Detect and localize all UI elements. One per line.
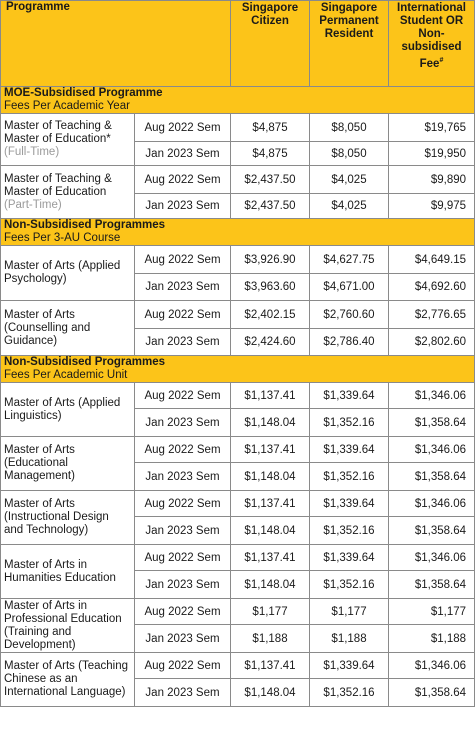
citizen-fee-cell: $1,148.04 [231, 571, 310, 599]
semester-cell: Aug 2022 Sem [135, 166, 231, 194]
citizen-fee-cell: $1,148.04 [231, 409, 310, 437]
citizen-fee-cell: $1,148.04 [231, 517, 310, 545]
section-header [1, 87, 475, 114]
semester-cell: Aug 2022 Sem [135, 301, 231, 329]
international-fee-cell: $1,346.06 [389, 653, 475, 679]
pr-fee-cell: $1,177 [310, 599, 389, 625]
pr-fee-cell: $4,025 [310, 166, 389, 194]
semester-cell: Jan 2023 Sem [135, 142, 231, 166]
semester-cell: Jan 2023 Sem [135, 463, 231, 491]
table-row [1, 383, 475, 409]
header-row [1, 1, 475, 87]
semester-cell: Jan 2023 Sem [135, 329, 231, 356]
section-header-row [1, 87, 475, 114]
pr-fee-cell: $1,352.16 [310, 463, 389, 491]
international-fee-cell: $1,346.06 [389, 545, 475, 571]
international-fee-cell: $1,188 [389, 625, 475, 653]
citizen-fee-cell: $4,875 [231, 114, 310, 142]
pr-fee-cell: $1,352.16 [310, 517, 389, 545]
programme-name: Master of Arts (Applied Psychology) [4, 260, 121, 285]
programme-name-cell [1, 246, 135, 301]
international-fee-cell: $1,346.06 [389, 383, 475, 409]
table-row [1, 166, 475, 194]
semester-cell: Jan 2023 Sem [135, 517, 231, 545]
international-fee-cell: $4,649.15 [389, 246, 475, 274]
semester-cell: Aug 2022 Sem [135, 246, 231, 274]
table-row [1, 114, 475, 142]
programme-name-cell [1, 437, 135, 491]
section-subtitle: Fees Per 3-AU Course [4, 232, 121, 244]
international-fee-cell: $2,776.65 [389, 301, 475, 329]
pr-fee-cell: $1,339.64 [310, 437, 389, 463]
semester-cell: Aug 2022 Sem [135, 491, 231, 517]
citizen-fee-cell: $4,875 [231, 142, 310, 166]
section-header-row [1, 219, 475, 246]
citizen-fee-cell: $1,137.41 [231, 491, 310, 517]
international-fee-cell: $4,692.60 [389, 274, 475, 301]
section-title: Non-Subsidised Programmes [4, 219, 166, 231]
international-fee-cell: $19,765 [389, 114, 475, 142]
section-header [1, 219, 475, 246]
pr-fee-cell: $2,760.60 [310, 301, 389, 329]
semester-cell: Aug 2022 Sem [135, 599, 231, 625]
pr-fee-cell: $1,188 [310, 625, 389, 653]
programme-name-cell [1, 491, 135, 545]
international-fee-cell: $1,358.64 [389, 679, 475, 707]
programme-name-cell [1, 166, 135, 219]
citizen-fee-cell: $1,137.41 [231, 437, 310, 463]
pr-fee-cell: $4,627.75 [310, 246, 389, 274]
table-row [1, 301, 475, 329]
header-permanent-resident: Singapore Permanent Resident [310, 1, 389, 87]
pr-fee-cell: $1,352.16 [310, 679, 389, 707]
international-fee-cell: $1,177 [389, 599, 475, 625]
table-row [1, 599, 475, 625]
semester-cell: Jan 2023 Sem [135, 409, 231, 437]
study-mode: (Full-Time) [4, 146, 60, 158]
fee-table-body [1, 87, 475, 707]
pr-fee-cell: $1,339.64 [310, 383, 389, 409]
table-row [1, 545, 475, 571]
programme-name-cell [1, 114, 135, 166]
header-international-student [389, 1, 475, 87]
semester-cell: Aug 2022 Sem [135, 545, 231, 571]
semester-cell: Aug 2022 Sem [135, 383, 231, 409]
citizen-fee-cell: $3,963.60 [231, 274, 310, 301]
programme-name: Master of Arts in Humanities Education [4, 558, 116, 584]
programme-name: Master of Arts (Instructional Design and Technology) [4, 498, 109, 536]
header-singapore-citizen: Singapore Citizen [231, 1, 310, 87]
citizen-fee-cell: $1,148.04 [231, 463, 310, 491]
semester-cell: Jan 2023 Sem [135, 571, 231, 599]
programme-name: Master of Arts (Educational Management) [4, 444, 75, 482]
programme-name-cell [1, 599, 135, 653]
international-fee-cell: $1,358.64 [389, 409, 475, 437]
section-header-row [1, 356, 475, 383]
citizen-fee-cell: $1,188 [231, 625, 310, 653]
semester-cell: Jan 2023 Sem [135, 194, 231, 219]
header-programme: Programme [1, 1, 231, 87]
pr-fee-cell: $8,050 [310, 114, 389, 142]
international-fee-cell: $19,950 [389, 142, 475, 166]
citizen-fee-cell: $2,437.50 [231, 194, 310, 219]
section-subtitle: Fees Per Academic Unit [4, 369, 128, 381]
semester-cell: Jan 2023 Sem [135, 274, 231, 301]
citizen-fee-cell: $1,137.41 [231, 383, 310, 409]
header-international-footnote-mark: # [439, 57, 444, 64]
semester-cell: Aug 2022 Sem [135, 114, 231, 142]
semester-cell: Aug 2022 Sem [135, 437, 231, 463]
international-fee-cell: $2,802.60 [389, 329, 475, 356]
section-subtitle: Fees Per Academic Year [4, 100, 130, 112]
citizen-fee-cell: $2,424.60 [231, 329, 310, 356]
citizen-fee-cell: $1,137.41 [231, 653, 310, 679]
programme-name-cell [1, 653, 135, 707]
section-header [1, 356, 475, 383]
study-mode: (Part-Time) [4, 198, 62, 211]
table-row [1, 491, 475, 517]
pr-fee-cell: $8,050 [310, 142, 389, 166]
pr-fee-cell: $2,786.40 [310, 329, 389, 356]
international-fee-cell: $9,975 [389, 194, 475, 219]
citizen-fee-cell: $3,926.90 [231, 246, 310, 274]
semester-cell: Jan 2023 Sem [135, 679, 231, 707]
semester-cell: Aug 2022 Sem [135, 653, 231, 679]
international-fee-cell: $1,358.64 [389, 463, 475, 491]
international-fee-cell: $1,346.06 [389, 491, 475, 517]
pr-fee-cell: $1,339.64 [310, 653, 389, 679]
programme-name: Master of Teaching & Master of Education* [4, 120, 112, 145]
table-row [1, 246, 475, 274]
programme-name: Master of Teaching & Master of Education [4, 172, 112, 198]
pr-fee-cell: $1,352.16 [310, 571, 389, 599]
citizen-fee-cell: $2,437.50 [231, 166, 310, 194]
table-row [1, 653, 475, 679]
semester-cell: Jan 2023 Sem [135, 625, 231, 653]
pr-fee-cell: $4,025 [310, 194, 389, 219]
pr-fee-cell: $1,352.16 [310, 409, 389, 437]
table-row [1, 437, 475, 463]
citizen-fee-cell: $1,137.41 [231, 545, 310, 571]
section-title: Non-Subsidised Programmes [4, 356, 166, 368]
programme-name-cell [1, 545, 135, 599]
programme-name: Master of Arts (Counselling and Guidance) [4, 308, 91, 347]
pr-fee-cell: $1,339.64 [310, 491, 389, 517]
citizen-fee-cell: $2,402.15 [231, 301, 310, 329]
international-fee-cell: $1,358.64 [389, 517, 475, 545]
programme-name-cell [1, 301, 135, 356]
programme-name: Master of Arts (Teaching Chinese as an International Language) [4, 660, 128, 698]
programme-name: Master of Arts in Professional Education (Training and Development) [4, 599, 122, 651]
programme-name: Master of Arts (Applied Linguistics) [4, 396, 121, 422]
header-international-label: International Student OR Non-subsidised Fee [397, 2, 467, 70]
international-fee-cell: $9,890 [389, 166, 475, 194]
section-title: MOE-Subsidised Programme [4, 87, 163, 99]
international-fee-cell: $1,346.06 [389, 437, 475, 463]
international-fee-cell: $1,358.64 [389, 571, 475, 599]
pr-fee-cell: $1,339.64 [310, 545, 389, 571]
citizen-fee-cell: $1,148.04 [231, 679, 310, 707]
pr-fee-cell: $4,671.00 [310, 274, 389, 301]
programme-name-cell [1, 383, 135, 437]
citizen-fee-cell: $1,177 [231, 599, 310, 625]
